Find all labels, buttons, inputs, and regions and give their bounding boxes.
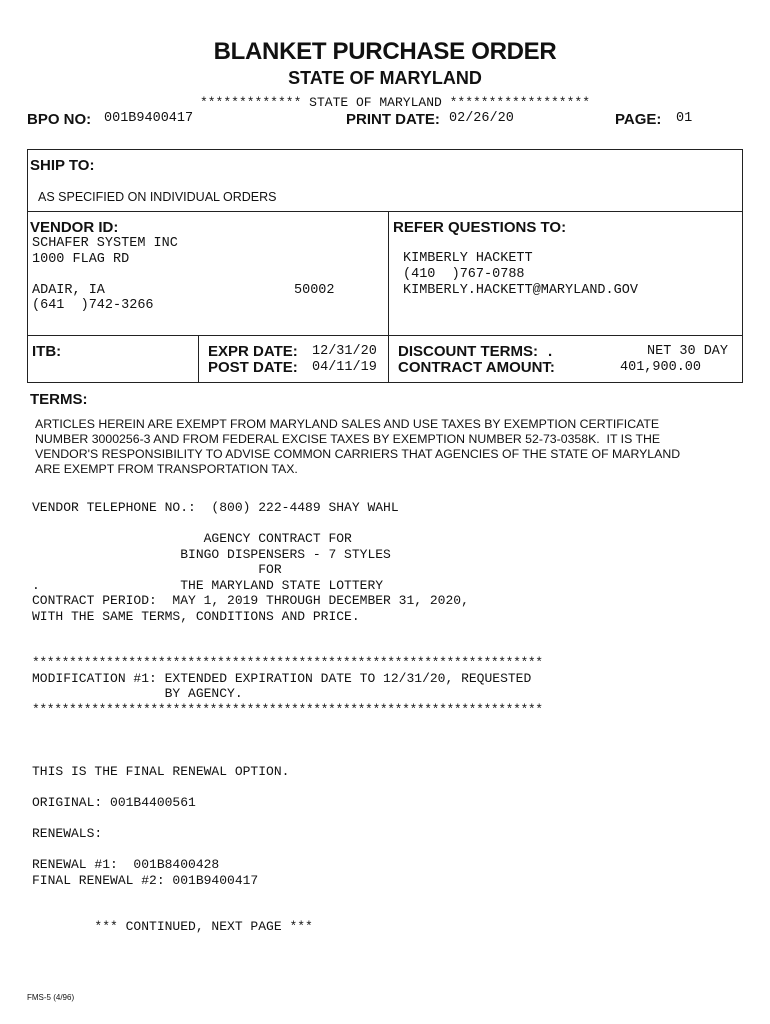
document-title: BLANKET PURCHASE ORDER [213, 38, 557, 65]
divider [198, 335, 199, 383]
divider [388, 211, 389, 383]
terms-line: ARE EXEMPT FROM TRANSPORTATION TAX. [35, 462, 298, 476]
document-subtitle: STATE OF MARYLAND [288, 68, 482, 88]
discount-terms-label: DISCOUNT TERMS: [398, 343, 538, 360]
refer-questions-label: REFER QUESTIONS TO: [393, 219, 567, 236]
agency-block-line: CONTRACT PERIOD: MAY 1, 2019 THROUGH DECEMBER 31, 2020, [32, 593, 469, 608]
vendor-name: SCHAFER SYSTEM INC [32, 236, 178, 251]
contact-phone: (410 )767-0788 [403, 267, 525, 282]
contact-email: KIMBERLY.HACKETT@MARYLAND.GOV [403, 283, 638, 298]
contact-name: KIMBERLY HACKETT [403, 251, 533, 266]
agency-block-line: FOR [32, 562, 282, 577]
page-label: PAGE: [615, 111, 662, 128]
continued-notice: *** CONTINUED, NEXT PAGE *** [32, 919, 313, 934]
print-date-label: PRINT DATE: [346, 111, 440, 128]
expr-date-label: EXPR DATE: [208, 343, 298, 360]
agency-block-line: WITH THE SAME TERMS, CONDITIONS AND PRICE. [32, 608, 360, 624]
vendor-id-label: VENDOR ID: [30, 219, 119, 236]
final-renewal-note: THIS IS THE FINAL RENEWAL OPTION. [32, 764, 290, 779]
vendor-phone: (641 )742-3266 [32, 298, 154, 313]
separator-stars: ********************************************************************* [32, 655, 543, 670]
terms-line: ARTICLES HEREIN ARE EXEMPT FROM MARYLAND SALES AND USE TAXES BY EXEMPTION CERTIFICATE [35, 417, 660, 431]
vendor-city-state: ADAIR, IA [32, 283, 105, 298]
terms-line: NUMBER 3000256-3 AND FROM FEDERAL EXCISE TAXES BY EXEMPTION NUMBER 52-73-0358K. IT IS THE [35, 432, 661, 446]
agency-block-line: AGENCY CONTRACT FOR [32, 531, 352, 546]
bpo-number-label: BPO NO: [27, 111, 92, 128]
contract-amount-label: CONTRACT AMOUNT: [398, 359, 555, 376]
post-date-label: POST DATE: [208, 359, 298, 376]
terms-label: TERMS: [30, 391, 88, 408]
ship-to-label: SHIP TO: [30, 157, 95, 174]
form-code: FMS-5 (4/96) [27, 993, 75, 1002]
divider [27, 335, 743, 336]
original-number: ORIGINAL: 001B4400561 [32, 795, 196, 810]
post-date-value: 04/11/19 [312, 360, 377, 375]
discount-terms-value: NET 30 DAY [647, 344, 729, 359]
modification-line: MODIFICATION #1: EXTENDED EXPIRATION DATE TO 12/31/20, REQUESTED [32, 670, 532, 686]
renewal-line: FINAL RENEWAL #2: 001B9400417 [32, 873, 259, 888]
vendor-address: 1000 FLAG RD [32, 252, 130, 267]
divider [27, 211, 743, 212]
ship-to-value: AS SPECIFIED ON INDIVIDUAL ORDERS [38, 190, 277, 204]
order-info-box [27, 149, 743, 383]
vendor-telephone-line: VENDOR TELEPHONE NO.: (800) 222-4489 SHAY WAHL [32, 500, 399, 515]
agency-block-line: . THE MARYLAND STATE LOTTERY [32, 577, 384, 593]
discount-terms-mark: . [548, 343, 553, 360]
renewals-heading: RENEWALS: [32, 826, 103, 841]
vendor-zip: 50002 [294, 283, 335, 298]
agency-block-line: BINGO DISPENSERS - 7 STYLES [32, 546, 391, 562]
print-date-value: 02/26/20 [449, 111, 514, 126]
itb-label: ITB: [32, 343, 62, 360]
state-banner-line: ************* STATE OF MARYLAND ****************** [199, 95, 591, 110]
page-number-value: 01 [676, 111, 693, 126]
contract-amount-value: 401,900.00 [620, 360, 702, 375]
modification-line: BY AGENCY. [32, 686, 243, 701]
separator-stars: ********************************************************************* [32, 701, 543, 717]
bpo-number-value: 001B9400417 [104, 111, 194, 126]
expr-date-value: 12/31/20 [312, 344, 377, 359]
terms-line: VENDOR'S RESPONSIBILITY TO ADVISE COMMON CARRIERS THAT AGENCIES OF THE STATE OF MARYLAND [35, 447, 681, 461]
renewal-line: RENEWAL #1: 001B8400428 [32, 857, 220, 872]
